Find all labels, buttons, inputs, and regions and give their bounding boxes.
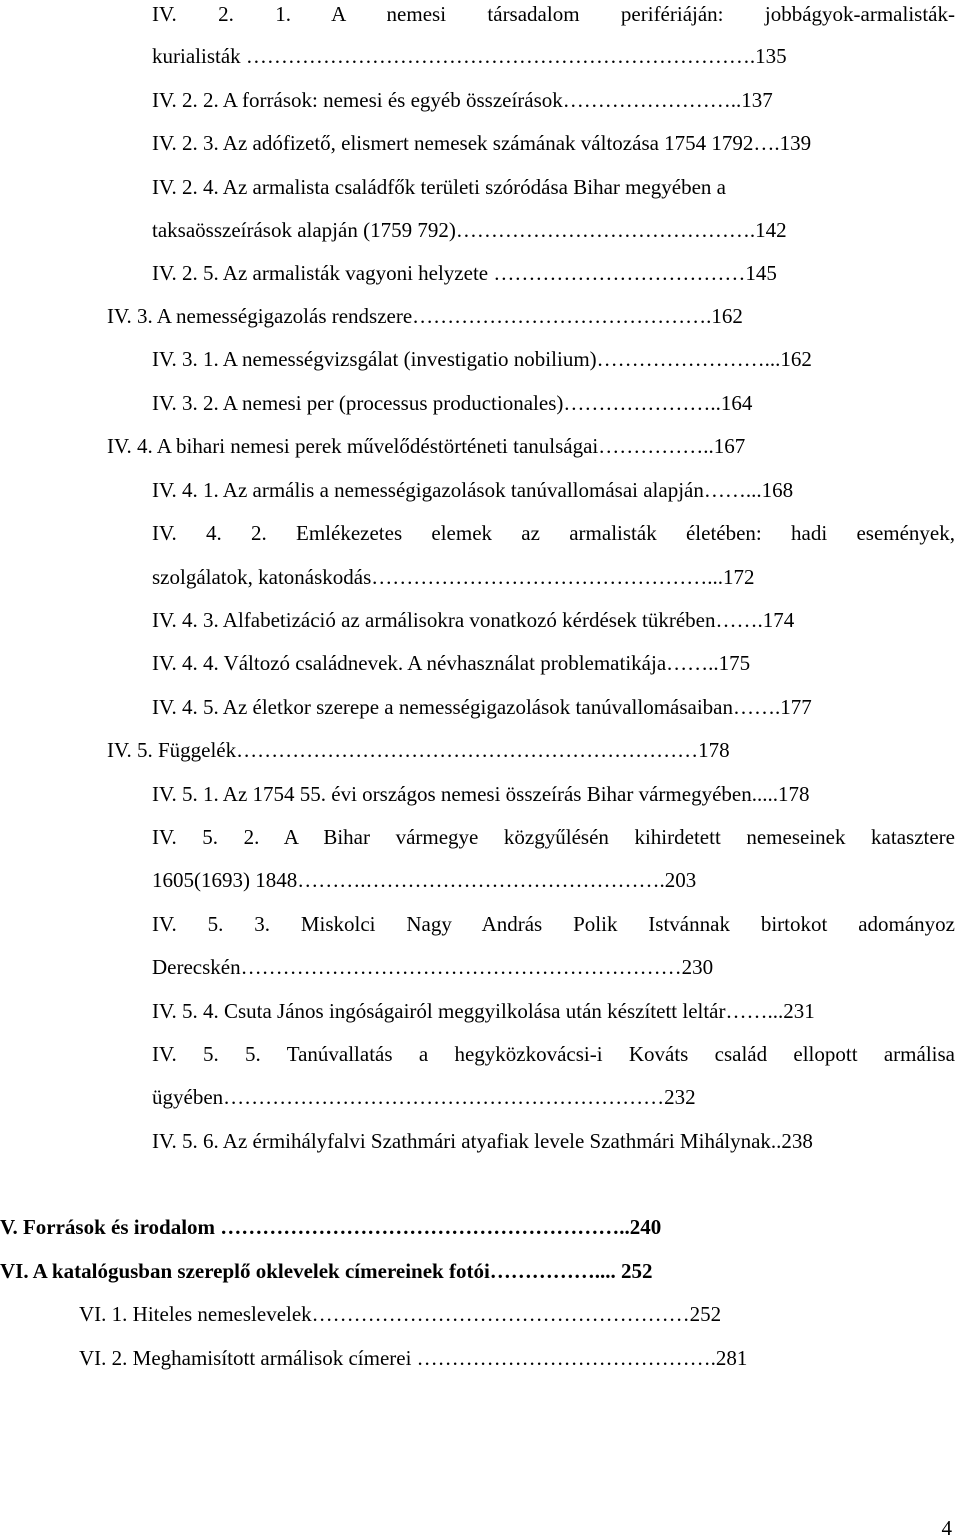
toc-entry: kurialisták ……………………………………………………………….135 — [152, 44, 787, 68]
toc-entry: VI. 2. Meghamisított armálisok címerei …………………………………….281 — [79, 1346, 748, 1370]
toc-entry: IV. 3. 2. A nemesi per (processus productionales)…………………..164 — [152, 391, 753, 415]
toc-entry: IV. 4. 2. Emlékezetes elemek az armalisták életében: hadi események, — [152, 521, 955, 545]
toc-chapter-entry: V. Források és irodalom …………………………………………………..240 — [0, 1215, 662, 1239]
toc-entry: IV. 5. 6. Az érmihályfalvi Szathmári atyafiak levele Szathmári Mihálynak..238 — [152, 1129, 813, 1153]
toc-entry: IV. 5. 1. Az 1754 55. évi országos nemesi összeírás Bihar vármegyében.....178 — [152, 782, 810, 806]
toc-entry: Derecskén………………………………………………………230 — [152, 955, 714, 979]
toc-entry: IV. 4. 3. Alfabetizáció az armálisokra vonatkozó kérdések tükrében…….174 — [152, 608, 795, 632]
toc-entry: IV. 4. 1. Az armális a nemességigazolások tanúvallomásai alapján……...168 — [152, 478, 794, 502]
toc-entry: VI. 1. Hiteles nemeslevelek………………………………………………252 — [79, 1302, 722, 1326]
toc-entry: IV. 4. 5. Az életkor szerepe a nemességigazolások tanúvallomásaiban…….177 — [152, 695, 812, 719]
toc-entry: ügyében………………………………………………………232 — [152, 1085, 696, 1109]
toc-entry: IV. 2. 5. Az armalisták vagyoni helyzete ………………………………145 — [152, 261, 777, 285]
toc-entry: IV. 5. 2. A Bihar vármegye közgyűlésén kihirdetett nemeseinek katasztere — [152, 825, 955, 849]
toc-entry: IV. 5. Függelék…………………………………………………………178 — [107, 738, 730, 762]
toc-entry: IV. 2. 1. A nemesi társadalom perifériáján: jobbágyok-armalisták- — [152, 2, 955, 26]
toc-entry: IV. 5. 5. Tanúvallatás a hegyközkovácsi-i Kováts család ellopott armálisa — [152, 1042, 955, 1066]
toc-chapter-entry: VI. A katalógusban szereplő oklevelek címereinek fotói…………….... 252 — [0, 1259, 653, 1283]
toc-entry: IV. 4. 4. Változó családnevek. A névhasználat problematikája……..175 — [152, 651, 751, 675]
toc-entry: 1605(1693) 1848……….…………………………………….203 — [152, 868, 697, 892]
toc-entry: IV. 4. A bihari nemesi perek művelődéstörténeti tanulságai……………..167 — [107, 434, 746, 458]
toc-entry: IV. 3. A nemességigazolás rendszere…………………………………….162 — [107, 304, 743, 328]
page-number: 4 — [941, 1516, 952, 1540]
toc-entry: taksaösszeírások alapján (1759 792)…………………………………….142 — [152, 218, 787, 242]
toc-entry: IV. 2. 2. A források: nemesi és egyéb összeírások……………………..137 — [152, 88, 773, 112]
toc-entry: IV. 5. 3. Miskolci Nagy András Polik Istvánnak birtokot adományoz — [152, 912, 955, 936]
toc-entry: IV. 5. 4. Csuta János ingóságairól meggyilkolása után készített leltár……...231 — [152, 999, 815, 1023]
toc-entry: IV. 3. 1. A nemességvizsgálat (investigatio nobilium)……………………...162 — [152, 347, 812, 371]
toc-entry: IV. 2. 4. Az armalista családfők területi szóródása Bihar megyében a — [152, 175, 727, 199]
toc-entry: IV. 2. 3. Az adófizető, elismert nemesek számának változása 1754 1792….139 — [152, 131, 812, 155]
toc-entry: szolgálatok, katonáskodás…………………………………………...172 — [152, 565, 755, 589]
